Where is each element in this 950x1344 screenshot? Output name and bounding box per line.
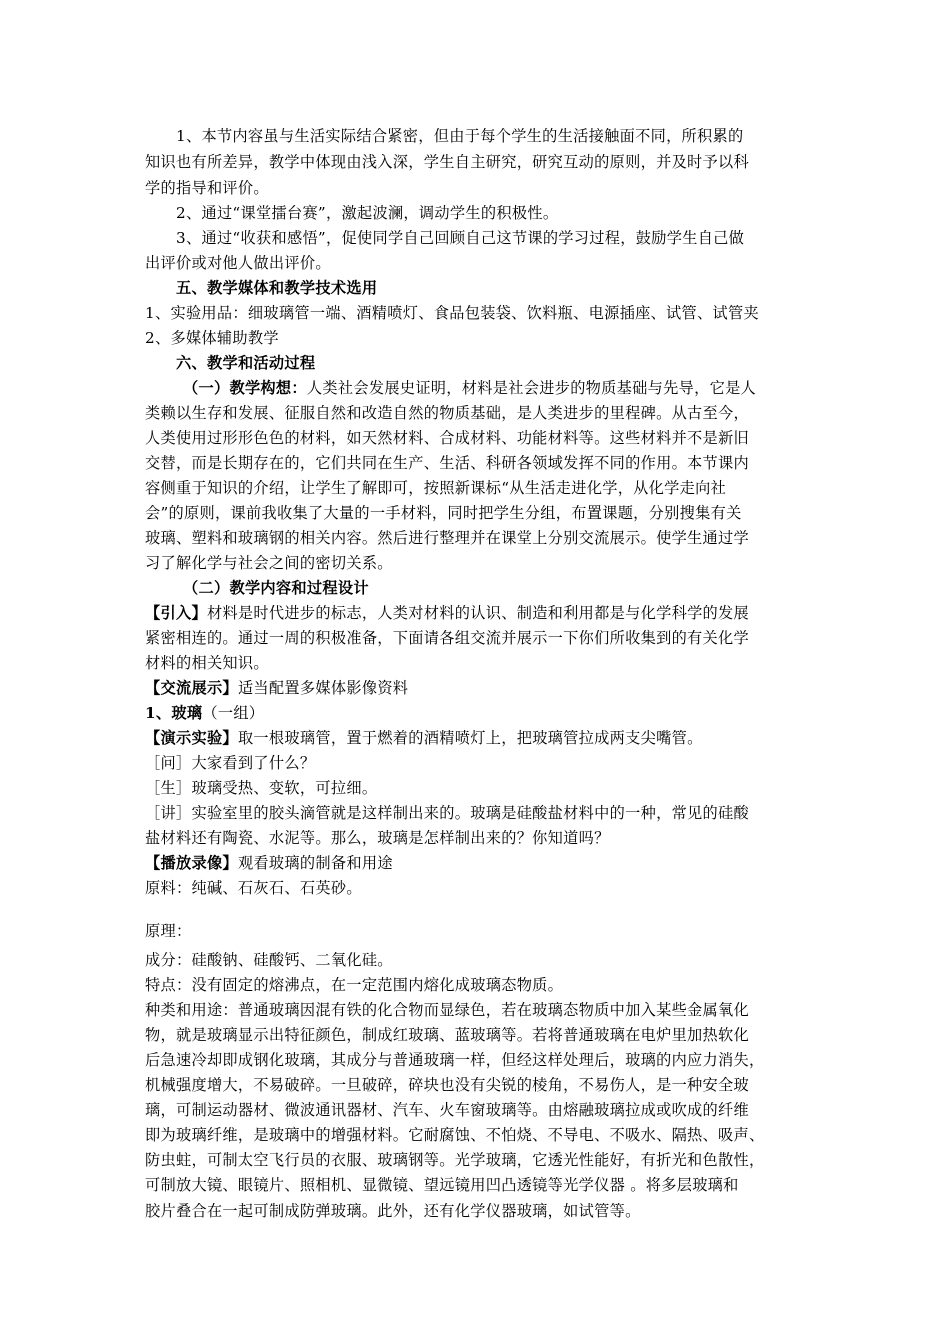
paragraph-line: 机械强度增大，不易破碎。一旦破碎，碎块也没有尖锐的棱角，不易伤人，是一种安全玻 (145, 1076, 750, 1094)
paragraph-line: 即为玻璃纤维，是玻璃中的增强材料。它耐腐蚀、不怕烧、不导电、不吸水、隔热、吸声、 (145, 1126, 765, 1144)
paragraph-line: 玻璃、塑料和玻璃钢的相关内容。然后进行整理并在课堂上分别交流展示。使学生通过学 (145, 529, 750, 547)
paragraph-line: 习了解化学与社会之间的密切关系。 (145, 554, 393, 572)
paragraph-line: 可制放大镜、眼镜片、照相机、显微镜、望远镜用凹凸透镜等光学仪器 。将多层玻璃和 (145, 1176, 739, 1194)
paragraph-line: 容侧重于知识的介绍，让学生了解即可，按照新课标“从生活走进化学，从化学走向社 (145, 479, 727, 497)
paragraph-line: 特点：没有固定的熔沸点，在一定范围内熔化成玻璃态物质。 (145, 976, 564, 994)
paragraph-line: 知识也有所差异，教学中体现由浅入深，学生自主研究，研究互动的原则，并及时予以科 (145, 153, 750, 171)
paragraph-line: 胶片叠合在一起可制成防弹玻璃。此外，还有化学仪器玻璃，如试管等。 (145, 1202, 641, 1220)
paragraph-line: 【演示实验】取一根玻璃管，置于燃着的酒精喷灯上，把玻璃管拉成两支尖嘴管。 (145, 729, 703, 747)
topic-heading: 1、玻璃（一组） (145, 704, 265, 722)
paragraph-line: ［讲］实验室里的胶头滴管就是这样制出来的。玻璃是硅酸盐材料中的一种，常见的硅酸 (145, 804, 750, 822)
section-heading: 六、教学和活动过程 (176, 354, 316, 372)
paragraph-line: 1、本节内容虽与生活实际结合紧密，但由于每个学生的生活接触面不同，所积累的 (176, 127, 744, 145)
paragraph-line: 交替，而是长期存在的，它们共同在生产、生活、科研各领域发挥不同的作用。本节课内 (145, 454, 750, 472)
paragraph-line: 物，就是玻璃显示出特征颜色，制成红玻璃、蓝玻璃等。若将普通玻璃在电炉里加热软化 (145, 1026, 750, 1044)
paragraph-line: ［生］玻璃受热、变软，可拉细。 (145, 779, 378, 797)
paragraph-line: 防虫蛀，可制太空飞行员的衣服、玻璃钢等。光学玻璃，它透光性能好，有折光和色散性， (145, 1151, 765, 1169)
paragraph-line: 【播放录像】观看玻璃的制备和用途 (145, 854, 393, 872)
paragraph-line: 人类使用过形形色色的材料，如天然材料、合成材料、功能材料等。这些材料并不是新旧 (145, 429, 750, 447)
paragraph-line: ［问］大家看到了什么？ (145, 754, 316, 772)
paragraph-line: 2、多媒体辅助教学 (145, 329, 279, 347)
paragraph-line: 【交流展示】适当配置多媒体影像资料 (145, 679, 409, 697)
paragraph-line: 材料的相关知识。 (145, 654, 269, 672)
paragraph-line: 原料：纯碱、石灰石、石英砂。 (145, 879, 362, 897)
paragraph-line: 会”的原则，课前我收集了大量的一手材料，同时把学生分组，布置课题，分别搜集有关 (145, 504, 742, 522)
paragraph-line: 后急速冷却即成钢化玻璃，其成分与普通玻璃一样，但经这样处理后，玻璃的内应力消失， (145, 1051, 765, 1069)
paragraph-line: 璃，可制运动器材、微波通讯器材、汽车、火车窗玻璃等。由熔融玻璃拉成或吹成的纤维 (145, 1101, 750, 1119)
paragraph-line: （一）教学构想：人类社会发展史证明，材料是社会进步的物质基础与先导，它是人 (183, 379, 757, 397)
paragraph-line: 2、通过“课堂擂台赛”，激起波澜，调动学生的积极性。 (176, 204, 559, 222)
subsection-heading: （二）教学内容和过程设计 (183, 579, 369, 597)
section-heading: 五、教学媒体和教学技术选用 (176, 279, 378, 297)
paragraph-line: 【引入】材料是时代进步的标志，人类对材料的认识、制造和利用都是与化学科学的发展 (145, 604, 750, 622)
paragraph-line: 学的指导和评价。 (145, 179, 269, 197)
paragraph-line: 种类和用途：普通玻璃因混有铁的化合物而显绿色，若在玻璃态物质中加入某些金属氧化 (145, 1001, 750, 1019)
paragraph-line: 类赖以生存和发展、征服自然和改造自然的物质基础，是人类进步的里程碑。从古至今， (145, 404, 750, 422)
paragraph-line: 3、通过“收获和感悟”，促使同学自己回顾自己这节课的学习过程，鼓励学生自己做 (176, 229, 745, 247)
paragraph-line: 紧密相连的。通过一周的积极准备，下面请各组交流并展示一下你们所收集到的有关化学 (145, 629, 750, 647)
paragraph-line: 出评价或对他人做出评价。 (145, 254, 331, 272)
paragraph-line: 原理： (145, 922, 192, 940)
paragraph-line: 盐材料还有陶瓷、水泥等。那么，玻璃是怎样制出来的？你知道吗？ (145, 829, 610, 847)
paragraph-line: 1、实验用品：细玻璃管一端、酒精喷灯、食品包装袋、饮料瓶、电源插座、试管、试管夹 (145, 304, 759, 322)
paragraph-line: 成分：硅酸钠、硅酸钙、二氧化硅。 (145, 951, 393, 969)
